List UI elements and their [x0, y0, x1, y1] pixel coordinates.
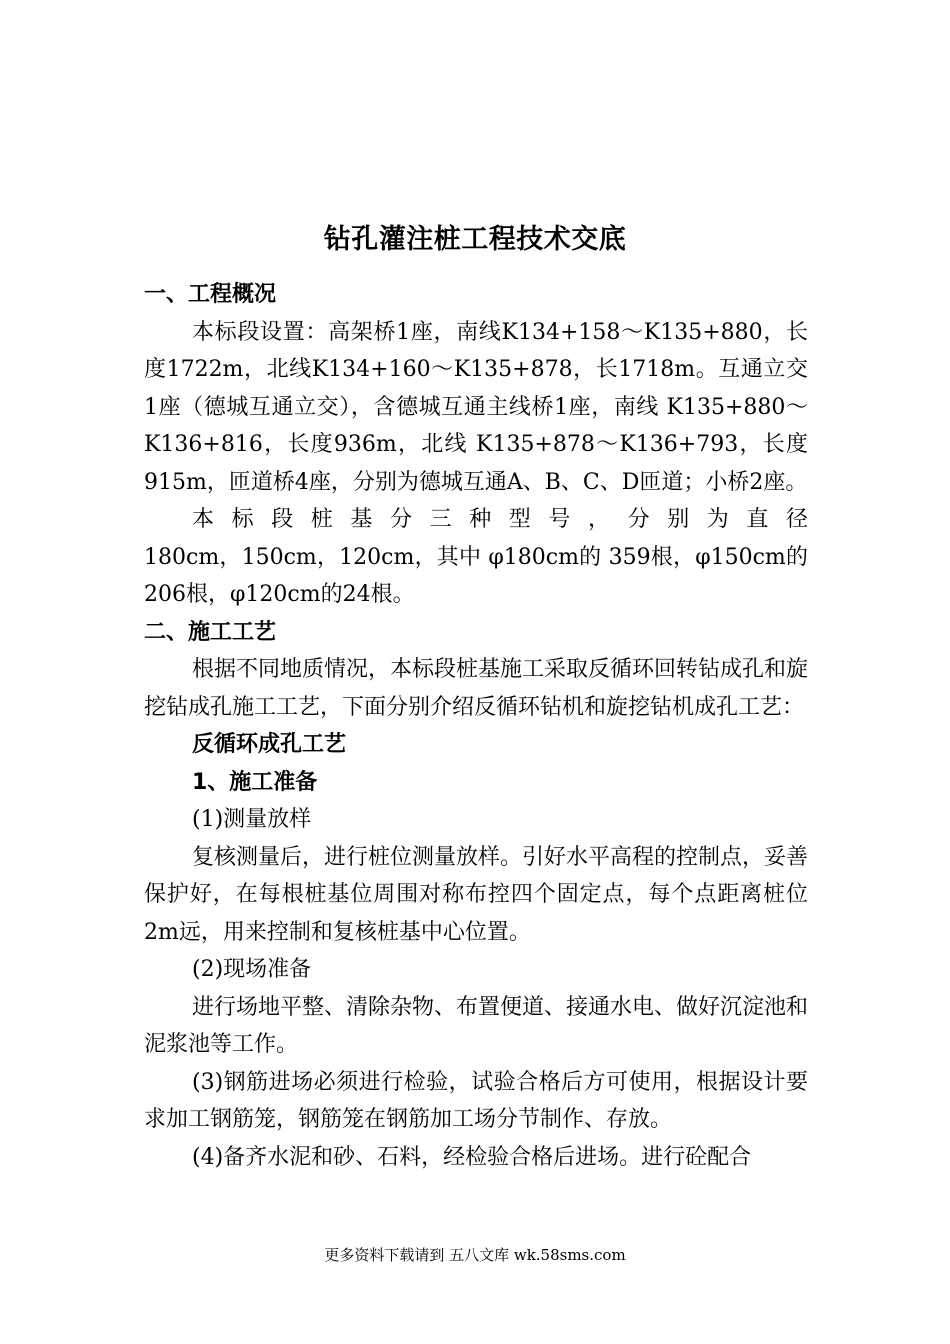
section-1-paragraph-2-first-line: 本标段桩基分三种型号，分别为直径: [192, 507, 808, 532]
item-2-text: 进行场地平整、清除杂物、布置便道、接通水电、做好沉淀池和泥浆池等工作。: [144, 994, 809, 1057]
section-2-heading: 二、施工工艺: [144, 619, 277, 645]
footer-download-note: 更多资料下载请到 五八文库 wk.58sms.com: [324, 1246, 626, 1264]
subheading-construction-prep: 1、施工准备: [192, 769, 318, 795]
item-2-label: (2)现场准备: [192, 957, 312, 982]
item-3-text: (3)钢筋进场必须进行检验，试验合格后方可使用，根据设计要求加工钢筋笼，钢筋笼在钢筋加工场分节制作、存放。: [144, 1069, 808, 1132]
document-body: [144, 276, 808, 1176]
section-2-paragraph-1: 根据不同地质情况，本标段桩基施工采取反循环回转钻成孔和旋挖钻成孔施工工艺，下面分别介绍反循环钻机和旋挖钻机成孔工艺：: [144, 657, 809, 720]
section-1-paragraph-1: 本标段设置：高架桥1座，南线K134+158～K135+880，长度1722m，北线K134+160～K135+878，长1718m。互通立交1座（德城互通立交），含德城互通主线桥1座，南线 K135+880～K136+816，长度936m，北线 K135+878～K136+793，长度915m，匝道桥4座，分别为德城互通A、B、C、D匝道；小桥2座。: [144, 319, 808, 495]
section-1-paragraph-2-rest: 180cm，150cm，120cm，其中 φ180cm的 359根，φ150cm的206根，φ120cm的24根。: [144, 544, 808, 607]
item-1-label: (1)测量放样: [192, 807, 312, 832]
document-title: 钻孔灌注桩工程技术交底: [323, 224, 627, 255]
item-4-text: (4)备齐水泥和砂、石料，经检验合格后进场。进行砼配合: [192, 1144, 752, 1170]
item-1-text: 复核测量后，进行桩位测量放样。引好水平高程的控制点，妥善保护好，在每根桩基位周围对称布控四个固定点，每个点距离桩位2m远，用来控制和复核桩基中心位置。: [144, 844, 809, 945]
subheading-reverse-circulation: 反循环成孔工艺: [192, 732, 347, 757]
section-1-heading: 一、工程概况: [144, 282, 277, 307]
